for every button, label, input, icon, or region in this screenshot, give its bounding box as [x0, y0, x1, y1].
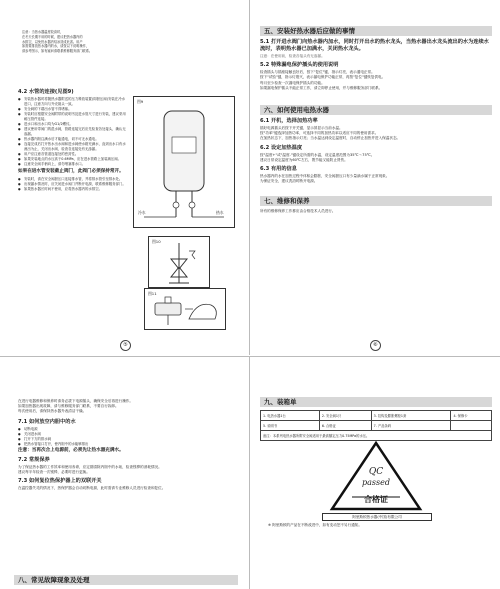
section-heading: 7.1 如何放空内胆中的水	[18, 418, 76, 425]
bullet-list	[18, 97, 126, 167]
manual-page-6	[250, 0, 500, 355]
list-item: ● 进水口和出水口均为G1/2螺纹。	[18, 122, 126, 127]
body-text: 在温控器失灵的情况下，热保护器会自动切断电源，此时需请专业维修人员进行检查和复位。	[18, 486, 166, 491]
manual-page-5	[0, 0, 250, 355]
table-cell: 备注：本系列电热水器所附安全阀适用于最高额定压力0.75MPa的水压。	[261, 431, 492, 441]
body-text: 如果加热器出现故障，请与维修服务部门联系，不要自行拆卸。	[18, 404, 119, 409]
page-number: ⑥	[370, 340, 381, 351]
intro-text	[22, 30, 142, 54]
list-item: ● 建议使用带阀门的混水阀，管路连接完后应先检查各处接头，确认无渗漏。	[18, 127, 126, 137]
table-cell: 6. 合格证	[319, 421, 371, 431]
figure-11	[144, 288, 226, 330]
footer-note: ※ 阿里斯顿的产品在不断改进中，如有变动恕不另行通知。	[268, 523, 362, 527]
qc-passed-text: passed	[362, 478, 390, 487]
section-header-6: 六、如何使用电热水器	[260, 105, 492, 115]
body-text: 插好电源插头后按下开关键，显示屏显示当前水温。	[260, 126, 343, 131]
qc-certificate-label: 合格证	[364, 495, 388, 504]
qc-text: QC	[368, 467, 384, 477]
bullet-list	[18, 177, 126, 192]
table-cell: 3. 挂钩及膨胀螺栓1套	[371, 411, 451, 421]
body-text: 每次使用后，请保持热水器外表清洁干燥。	[18, 409, 87, 414]
section-heading: 6.3 有用的信息	[260, 166, 297, 173]
table-cell	[451, 421, 492, 431]
figure-label: 图11	[148, 291, 157, 296]
section-header-7: 七、维修和保养	[260, 196, 492, 206]
table-cell: 5. 说明书	[261, 421, 320, 431]
list-item: ● 用户应注意各管道连接处的密封性。	[18, 152, 126, 157]
body-text: 所有的维修保养工作都应由合格技术人员进行。	[260, 209, 336, 214]
manual-page-8	[250, 356, 500, 589]
company-name: 阿里斯顿热水器(中国)有限公司	[322, 513, 432, 521]
body-text: 建议每半年检查一次镁棒，必要时进行更换。	[18, 469, 90, 474]
list-item: ● 安装时，请在安全阀泄压口连接排水管，并将排水管引至排水处。	[18, 177, 126, 182]
table-cell: 7. 产品条码	[371, 421, 451, 431]
list-item: ● 打开下方的排水阀	[18, 437, 236, 442]
intro-line: 注意：当热水器温度较高时，	[22, 30, 64, 34]
list-item: ● 切断电源	[18, 427, 236, 432]
hot-water-label: 热水	[216, 210, 224, 215]
packing-list-table	[260, 410, 492, 441]
cold-water-label: 冷水	[138, 210, 146, 215]
body-text: 如果漏电保护插头不能正常工作，请立即停止使用，并与维修服务部门联系。	[260, 85, 383, 90]
body-text: 为保证安全，建议洗浴时断开电源。	[260, 179, 318, 184]
body-text: 建议日常设定温度为60℃左右，既节能又能防止烫伤。	[260, 157, 348, 162]
note-text: 注意：在使用前，检查各接头有无渗漏。	[260, 54, 325, 58]
heater-diagram	[134, 97, 234, 227]
list-item: ● 关闭进水阀	[18, 432, 236, 437]
section-header-8: 八、常见故障现象及处理	[14, 575, 238, 585]
section-title: 4.2 水管的连接(见图9)	[18, 89, 74, 95]
list-item: ● 热水器内胆注满水后才能通电，切不可无水通电。	[18, 137, 126, 142]
warning-text: 如果在进水管安装截止阀门，此阀门必须保持常开。	[18, 169, 124, 174]
figure-label: 图9	[137, 99, 144, 104]
intro-line: 在冬天长期不用的时候，建议把热水器内的	[22, 34, 83, 39]
body-text: 每月至少检查一次漏电保护插头的功能。	[260, 80, 325, 85]
figure-label: 图10	[152, 239, 161, 244]
list-item: ● 如果安装地点的水压高于0.6MPa，应在进水管路上加装减压阀。	[18, 157, 126, 162]
bullet-list	[18, 427, 236, 447]
body-text: 检查插头与插座接触良好后，按下"复位"键，指示灯亮，表示通电正常。	[260, 70, 375, 75]
figure-10	[148, 236, 210, 288]
table-row	[261, 421, 492, 431]
body-text: 在进行电器维修和保养时请务必拔下电源插头，确保安全后再进行操作。	[18, 399, 133, 403]
table-cell: 4. 保修卡	[451, 411, 492, 421]
intro-line: 请参考图示，如有疑问请联系维修服务部门联系。	[22, 49, 93, 54]
list-item: ● 安全阀的下端出水管不得堵塞。	[18, 107, 126, 112]
intro-line: 水排空，以免热水器内结冰造成危害。用户	[22, 39, 83, 44]
section-header-9: 九、装箱单	[260, 397, 492, 407]
table-row	[261, 411, 492, 421]
body-text: 按"功率"键选择加热功率，可选择不同的加热功率以适应不同的使用需求。	[260, 131, 379, 136]
list-item: ● 注意安全阀手柄向上，请勿堵塞排水口。	[18, 162, 126, 167]
section-heading: 6.2 设定加热温度	[260, 144, 303, 151]
body-text: 按下"试验"键，指示灯熄灭，表示漏电保护功能正常，再按"复位"键恢复供电。	[260, 75, 386, 80]
list-item: ● 把热水管接口打开，使内胆中的水能够排出	[18, 442, 236, 447]
manual-page-7	[0, 356, 250, 589]
body-text: 热水器内的水在加热过程中体积会膨胀，安全阀泄压口有少量滴水属于正常现象。	[260, 174, 390, 179]
section-heading: 7.2 常规保养	[18, 456, 50, 463]
section-heading: 5.2 特殊漏电保护插头的使用说明	[260, 62, 339, 69]
table-cell: 1. 电热水器1台	[261, 411, 320, 421]
list-item: ● 安装时应根据安全阀附带的说明书及进水管尺寸进行安装，建议采用耐压管件连接。	[18, 112, 126, 122]
table-cell: 2. 安全阀1只	[319, 411, 371, 421]
qc-certificate	[328, 439, 424, 523]
intro-line: 如需要排放热水器内的水，请按以下说明操作，	[22, 44, 89, 49]
figure-9	[133, 96, 235, 228]
section-heading: 6.1 开机，选择加热功率	[260, 118, 318, 125]
list-item: ● 如果热水器长时间不使用，应将热水器内的水排空。	[18, 187, 126, 192]
list-item: ● 连接完成后打开热水出水阀和进水阀使水箱充满水，直到出水口有水流出为止，关闭出水阀，检查各连接处有无渗漏。	[18, 142, 126, 152]
body-text: 按"温度+"或"温度-"键设定所需的水温，设定温度范围为35℃～75℃。	[260, 152, 375, 157]
body-text: 在加热状态下，加热指示灯亮；当水温达到设定温度时，自动停止加热并进入保温状态。	[260, 136, 401, 141]
section-heading: 5.1 打开进水阀门向热水器内加水，同时打开出水的热水龙头，当热水器出水龙头流出的水为连续水流时，表明热水器已加满水，关闭热水龙头。	[260, 39, 489, 52]
safety-valve-diagram	[145, 289, 225, 329]
section-header-5: 五、安装好热水器后应做的事情	[260, 26, 492, 36]
list-item: ● 安装热水器时将随热水器附送的压力释放装置(即泄压阀)安装在冷水进口，注意方向与外壳箭头一致。	[18, 97, 126, 107]
section-heading: 7.3 如何复位热保护器上的双联开关	[18, 478, 102, 485]
warning-text: 注意：当再次合上电源前，必须先让热水器充满水。	[18, 447, 124, 453]
body-text: 为了保证热水器的工作效率和使用寿命，应定期清除内胆中的水垢，检查镁棒的消耗情况。	[18, 464, 162, 469]
page-number: ⑤	[120, 340, 131, 351]
list-item: ● 出现漏水情况时，应关闭进水阀门并断开电源，联系维修服务部门。	[18, 182, 126, 187]
